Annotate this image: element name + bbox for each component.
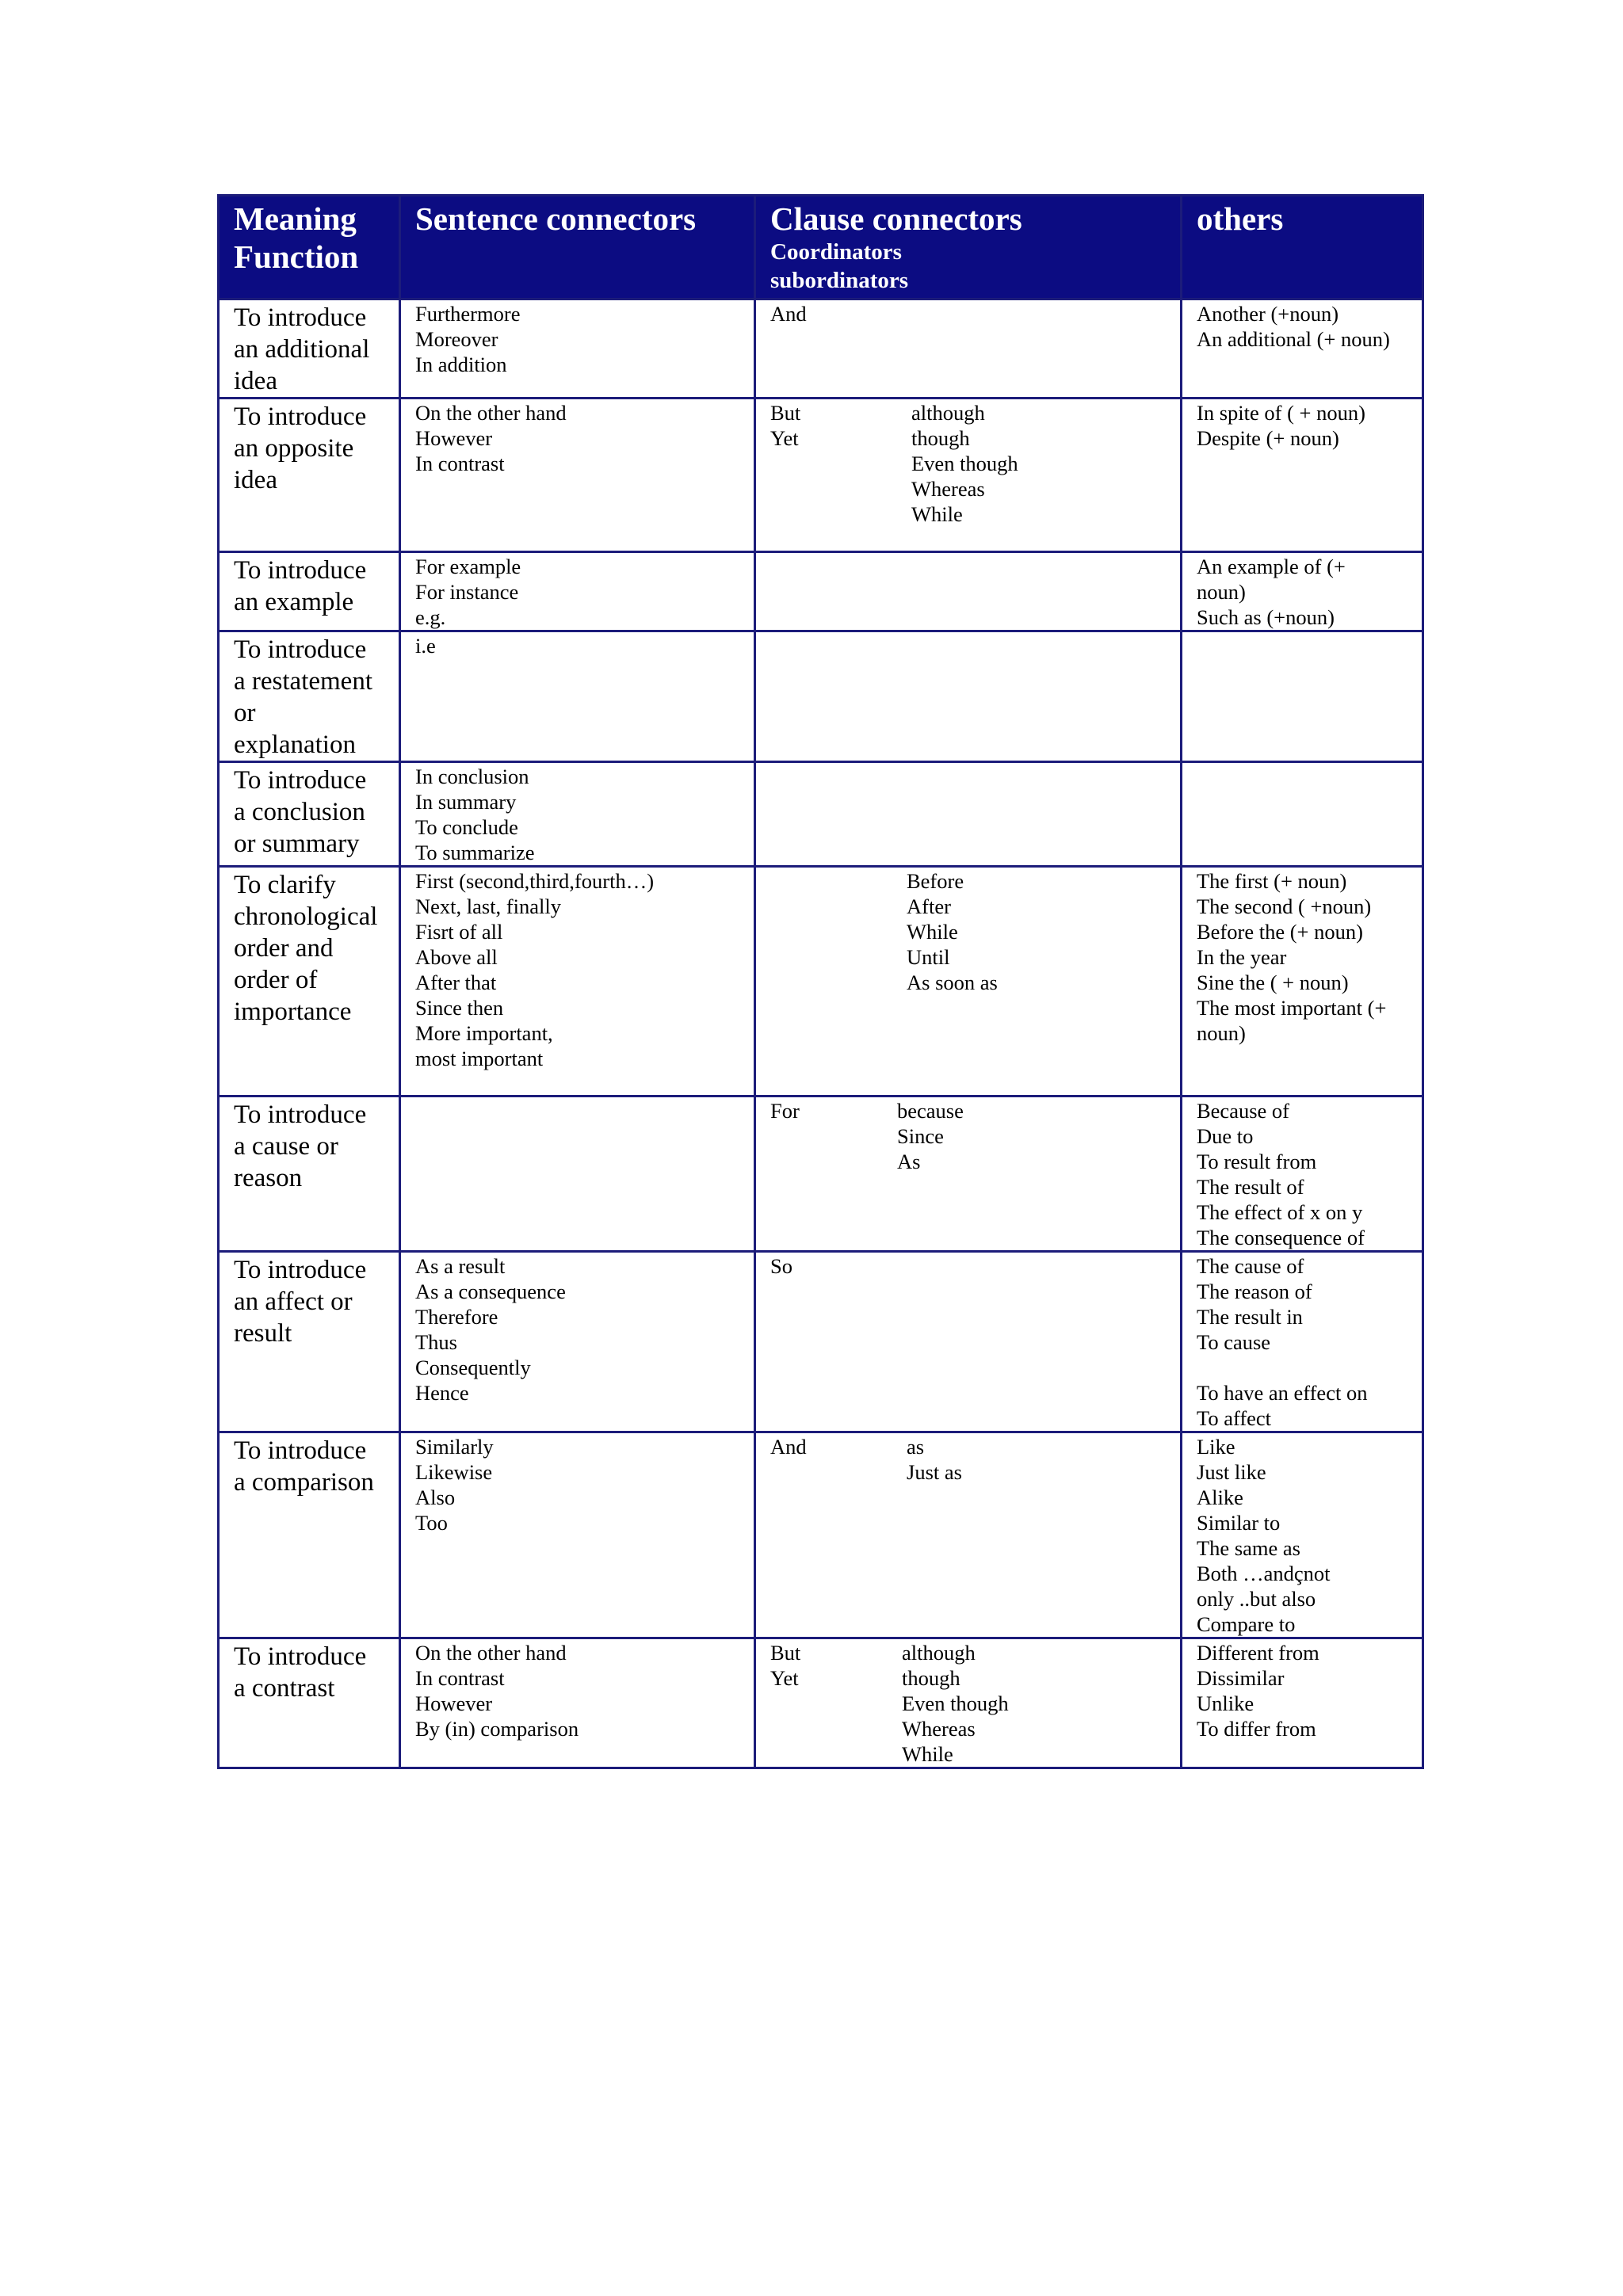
subordinators-list [902, 1640, 1009, 1767]
function-line: an example [234, 588, 354, 616]
sentence-connector: In conclusion [415, 765, 529, 788]
others-cell [1182, 1097, 1423, 1252]
others-cell [1182, 867, 1423, 1097]
other-connector: Dissimilar [1197, 1666, 1285, 1690]
other-connector: The consequence of [1197, 1226, 1365, 1249]
others-cell [1182, 1432, 1423, 1638]
subordinator: although [902, 1641, 976, 1665]
other-connector: Before the (+ noun) [1197, 920, 1363, 944]
other-connector: noun) [1197, 580, 1246, 604]
other-connector: Both …andçnot [1197, 1562, 1331, 1585]
function-cell [219, 552, 400, 631]
other-connector: Different from [1197, 1641, 1319, 1665]
function-line: result [234, 1319, 292, 1348]
function-cell [219, 631, 400, 762]
function-line: or summary [234, 830, 360, 858]
header-sentence-connectors: Sentence connectors [400, 196, 755, 299]
clause-connectors-cell [755, 631, 1182, 762]
sentence-connector: Above all [415, 945, 498, 969]
coordinators-list [770, 1253, 792, 1279]
clause-connectors-cell [755, 399, 1182, 552]
clause-connectors-cell [755, 1097, 1182, 1252]
sentence-connector: e.g. [415, 605, 446, 629]
function-line: a comparison [234, 1468, 374, 1497]
coordinator: For [770, 1099, 800, 1123]
sentence-connectors-cell [400, 867, 755, 1097]
subordinator: While [911, 502, 963, 526]
subordinators-list [911, 400, 1018, 527]
function-line: a conclusion [234, 798, 365, 826]
coordinators-list [770, 301, 807, 326]
table-row [219, 1432, 1423, 1638]
other-connector: In the year [1197, 945, 1287, 969]
function-line: explanation [234, 730, 356, 759]
header-coordinators: Coordinators [770, 239, 902, 265]
sentence-connector: As a consequence [415, 1280, 566, 1303]
other-connector: The cause of [1197, 1254, 1304, 1278]
subordinator: though [902, 1666, 960, 1690]
other-connector: Such as (+noun) [1197, 605, 1335, 629]
clause-connectors-cell [755, 552, 1182, 631]
header-meaning: Meaning [234, 200, 357, 237]
sentence-connector: Also [415, 1486, 456, 1509]
subordinators-list [897, 1098, 964, 1174]
sentence-connector: On the other hand [415, 1641, 567, 1665]
coordinator: Yet [770, 1666, 799, 1690]
subordinator: After [907, 894, 951, 918]
subordinators-list [907, 868, 998, 995]
other-connector: To differ from [1197, 1717, 1316, 1741]
other-connector: Compare to [1197, 1612, 1296, 1636]
sentence-connectors-cell [400, 399, 755, 552]
other-connector: only ..but also [1197, 1587, 1316, 1611]
sentence-connector: However [415, 426, 493, 450]
other-connector: To cause [1197, 1330, 1271, 1354]
header-clause-connectors: Clause connectors Coordinators subordinators [755, 196, 1182, 299]
function-line: a restatement [234, 667, 372, 696]
sentence-connector: In summary [415, 790, 517, 814]
sentence-connector: most important [415, 1047, 544, 1070]
header-meaning-function [219, 196, 400, 299]
sentence-connector: Fisrt of all [415, 920, 503, 944]
sentence-connector: However [415, 1691, 493, 1715]
sentence-connectors-cell [400, 762, 755, 867]
function-line: To introduce [234, 402, 367, 431]
subordinator: As soon as [907, 971, 998, 994]
table-row [219, 299, 1423, 399]
others-cell [1182, 1638, 1423, 1768]
sentence-connector: Furthermore [415, 302, 521, 326]
clause-connectors-cell [755, 299, 1182, 399]
subordinator: As [897, 1150, 921, 1173]
clause-connectors-cell [755, 762, 1182, 867]
other-connector [1197, 1355, 1407, 1380]
function-line: idea [234, 367, 277, 395]
others-cell [1182, 399, 1423, 552]
function-line: To introduce [234, 635, 367, 664]
sentence-connectors-cell [400, 1432, 755, 1638]
sentence-connectors-cell [400, 1638, 755, 1768]
coordinator: So [770, 1254, 792, 1278]
other-connector: Sine the ( + noun) [1197, 971, 1349, 994]
other-connector: An additional (+ noun) [1197, 327, 1390, 351]
clause-connectors-cell [755, 1432, 1182, 1638]
other-connector: Unlike [1197, 1691, 1254, 1715]
sentence-connector: Consequently [415, 1356, 531, 1379]
other-connector: The result of [1197, 1175, 1304, 1199]
subordinators-list [907, 1434, 962, 1485]
sentence-connector: To conclude [415, 815, 518, 839]
function-line: To introduce [234, 1642, 367, 1671]
sentence-connector: In contrast [415, 452, 505, 475]
function-cell [219, 1252, 400, 1432]
function-line: a cause or [234, 1132, 338, 1161]
subordinator: though [911, 426, 970, 450]
other-connector: Because of [1197, 1099, 1289, 1123]
sentence-connector: Therefore [415, 1305, 498, 1329]
sentence-connector: Too [415, 1511, 448, 1535]
other-connector: An example of (+ [1197, 555, 1346, 578]
subordinator: as [907, 1435, 925, 1459]
coordinators-list [770, 1640, 800, 1691]
sentence-connector: Moreover [415, 327, 498, 351]
other-connector: noun) [1197, 1021, 1246, 1045]
subordinator: Even though [911, 452, 1018, 475]
sentence-connector: First (second,third,fourth…) [415, 869, 655, 893]
coordinator: But [770, 401, 801, 425]
function-line: order of [234, 966, 318, 994]
coordinator: And [770, 1435, 807, 1459]
others-cell [1182, 631, 1423, 762]
coordinator: Yet [770, 426, 799, 450]
other-connector: The effect of x on y [1197, 1200, 1363, 1224]
function-line: an additional [234, 335, 370, 364]
function-cell [219, 1097, 400, 1252]
function-cell [219, 1432, 400, 1638]
subordinator: Just as [907, 1460, 962, 1484]
other-connector: The second ( +noun) [1197, 894, 1372, 918]
coordinators-list [770, 1098, 800, 1123]
function-cell [219, 762, 400, 867]
other-connector: To have an effect on [1197, 1381, 1368, 1405]
sentence-connector: Since then [415, 996, 504, 1020]
coordinators-list [770, 1434, 807, 1459]
others-cell [1182, 299, 1423, 399]
connectors-table [217, 194, 1424, 1769]
other-connector: Just like [1197, 1460, 1266, 1484]
subordinator: Whereas [911, 477, 985, 501]
sentence-connector: In addition [415, 353, 507, 376]
function-line: idea [234, 466, 277, 494]
function-line: To introduce [234, 556, 367, 585]
function-line: an opposite [234, 434, 354, 463]
function-cell [219, 1638, 400, 1768]
header-others: others [1182, 196, 1423, 299]
sentence-connector: As a result [415, 1254, 506, 1278]
subordinator: because [897, 1099, 964, 1123]
sentence-connector: More important, [415, 1021, 553, 1045]
sentence-connector: To summarize [415, 841, 535, 864]
function-line: reason [234, 1164, 303, 1192]
table-row [219, 1097, 1423, 1252]
other-connector: To result from [1197, 1150, 1317, 1173]
clause-connectors-cell [755, 1638, 1182, 1768]
sentence-connector: Next, last, finally [415, 894, 561, 918]
table-row [219, 762, 1423, 867]
table-row [219, 867, 1423, 1097]
other-connector: The reason of [1197, 1280, 1312, 1303]
subordinator: Even though [902, 1691, 1009, 1715]
function-line: an affect or [234, 1287, 353, 1316]
subordinator: Before [907, 869, 964, 893]
function-line: To introduce [234, 303, 367, 332]
table-row [219, 1638, 1423, 1768]
other-connector: The result in [1197, 1305, 1303, 1329]
function-line: To clarify [234, 871, 336, 899]
sentence-connector: On the other hand [415, 401, 567, 425]
sentence-connector: After that [415, 971, 497, 994]
sentence-connector: In contrast [415, 1666, 505, 1690]
other-connector: Like [1197, 1435, 1235, 1459]
other-connector: The first (+ noun) [1197, 869, 1347, 893]
sentence-connectors-cell [400, 299, 755, 399]
other-connector: The most important (+ [1197, 996, 1387, 1020]
other-connector: The same as [1197, 1536, 1300, 1560]
clause-connectors-cell [755, 1252, 1182, 1432]
other-connector: In spite of ( + noun) [1197, 401, 1365, 425]
function-line: To introduce [234, 1256, 367, 1284]
header-subordinators: subordinators [770, 268, 909, 293]
other-connector: Another (+noun) [1197, 302, 1339, 326]
table-row [219, 399, 1423, 552]
other-connector: Similar to [1197, 1511, 1281, 1535]
sentence-connector: For example [415, 555, 521, 578]
subordinator: Until [907, 945, 950, 969]
function-cell [219, 299, 400, 399]
sentence-connectors-cell [400, 552, 755, 631]
other-connector: Alike [1197, 1486, 1243, 1509]
others-cell [1182, 552, 1423, 631]
clause-connectors-cell [755, 867, 1182, 1097]
other-connector: Due to [1197, 1124, 1254, 1148]
sentence-connectors-cell [400, 1097, 755, 1252]
others-cell [1182, 1252, 1423, 1432]
function-line: or [234, 699, 256, 727]
others-cell [1182, 762, 1423, 867]
other-connector: Despite (+ noun) [1197, 426, 1339, 450]
function-line: To introduce [234, 1100, 367, 1129]
header-row [219, 196, 1423, 299]
sentence-connector: Thus [415, 1330, 457, 1354]
subordinator: Since [897, 1124, 944, 1148]
other-connector: To affect [1197, 1406, 1272, 1430]
function-line: To introduce [234, 766, 367, 795]
coordinator: And [770, 302, 807, 326]
function-line: chronological [234, 902, 378, 931]
sentence-connectors-cell [400, 1252, 755, 1432]
table-row [219, 631, 1423, 762]
sentence-connectors-cell [400, 631, 755, 762]
subordinator: While [907, 920, 958, 944]
function-cell [219, 867, 400, 1097]
table-row [219, 552, 1423, 631]
sentence-connector: Similarly [415, 1435, 494, 1459]
sentence-connector: Likewise [415, 1460, 493, 1484]
coordinators-list [770, 400, 800, 451]
subordinator: although [911, 401, 985, 425]
sentence-connector: By (in) comparison [415, 1717, 579, 1741]
function-line: To introduce [234, 1436, 367, 1465]
subordinator: Whereas [902, 1717, 976, 1741]
sentence-connector: For instance [415, 580, 519, 604]
function-line: order and [234, 934, 334, 963]
sentence-connector: Hence [415, 1381, 469, 1405]
function-line: importance [234, 997, 352, 1026]
function-cell [219, 399, 400, 552]
subordinator: While [902, 1742, 953, 1766]
header-function: Function [234, 238, 359, 275]
sentence-connector: i.e [415, 634, 436, 658]
coordinator: But [770, 1641, 801, 1665]
function-line: a contrast [234, 1674, 335, 1703]
table-row [219, 1252, 1423, 1432]
